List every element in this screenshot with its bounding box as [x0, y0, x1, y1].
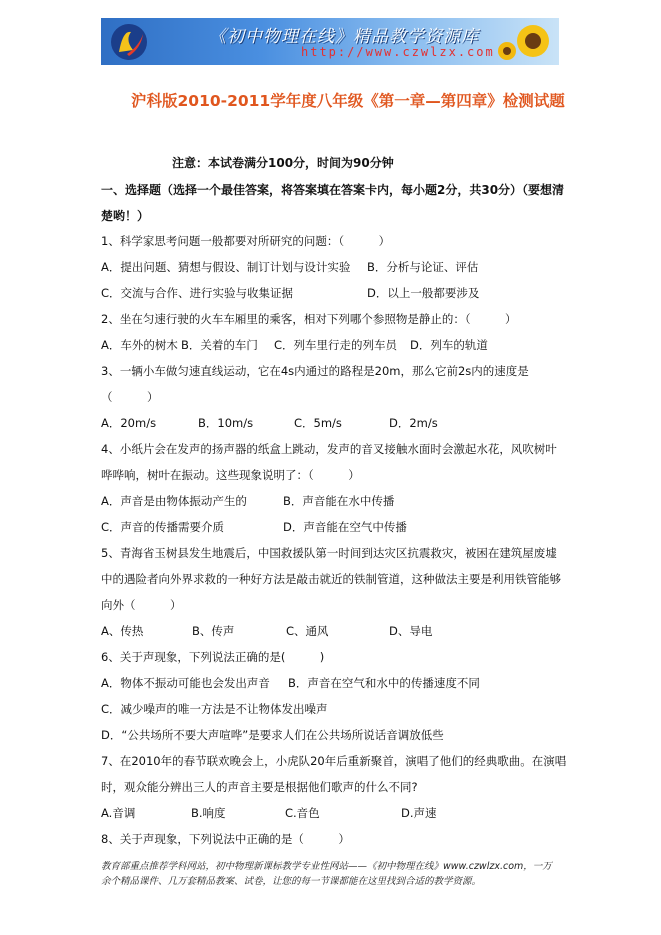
question-5-stem-line-2: 中的遇险者向外界求救的一种好方法是敲击就近的铁制管道，这种做法主要是利用铁管能够: [101, 572, 561, 586]
question-3-option-a: A．20m/s: [101, 416, 157, 430]
question-7-option-b: B.响度: [191, 806, 226, 820]
banner-title: 《初中物理在线》精品教学资源库: [209, 27, 479, 47]
question-6-option-a: A．物体不振动可能也会发出声音: [101, 676, 270, 690]
question-7-stem-line-2: 时，观众能分辨出三人的声音主要是根据他们歌声的什么不同?: [101, 780, 418, 794]
question-2-option-a: A．车外的树木: [101, 338, 178, 352]
question-2-stem: 2、坐在匀速行驶的火车车厢里的乘客，相对下列哪个参照物是静止的：（ ）: [101, 312, 517, 326]
question-5-stem-line-3: 向外（ ）: [101, 598, 182, 612]
question-4-option-a: A．声音是由物体振动产生的: [101, 494, 247, 508]
page-footer: 教育部重点推荐学科网站，初中物理新课标教学专业性网站——《初中物理在线》www.czwlzx.com，一万余个精品课件、几万套精品教案、试卷，让您的每一节课都能在这里找到合适的教学资源。: [101, 861, 552, 887]
sunflower-icon: [495, 21, 553, 63]
exam-note: 注意：本试卷满分100分，时间为90分钟: [172, 156, 394, 170]
banner-url[interactable]: http://www.czwlzx.com: [301, 45, 495, 59]
question-4-option-d: D．声音能在空气中传播: [283, 520, 407, 534]
question-7-option-c: C.音色: [285, 806, 320, 820]
question-5-option-c: C、通风: [286, 624, 329, 638]
question-3-option-c: C．5m/s: [294, 416, 342, 430]
site-logo: [109, 22, 149, 62]
question-6-option-b: B．声音在空气和水中的传播速度不同: [288, 676, 480, 690]
question-3-option-d: D．2m/s: [389, 416, 438, 430]
question-3-stem-line-2: （ ）: [101, 390, 159, 404]
question-1-option-c: C．交流与合作、进行实验与收集证据: [101, 286, 294, 300]
question-7-option-a: A.音调: [101, 806, 136, 820]
question-2-option-d: D．列车的轨道: [410, 338, 488, 352]
question-1-option-b: B．分析与论证、评估: [367, 260, 479, 274]
question-4-option-c: C．声音的传播需要介质: [101, 520, 225, 534]
question-1-option-d: D．以上一般都要涉及: [367, 286, 480, 300]
question-4-option-b: B．声音能在水中传播: [283, 494, 395, 508]
question-1-stem: 1、科学家思考问题一般都要对所研究的问题：（ ）: [101, 234, 391, 248]
question-6-option-d: D．“公共场所不要大声喧哗”是要求人们在公共场所说话音调放低些: [101, 728, 444, 742]
page-title: 沪科版2010-2011学年度八年级《第一章—第四章》检测试题: [131, 92, 565, 110]
question-5-option-d: D、导电: [389, 624, 433, 638]
header-banner: [101, 18, 559, 65]
question-3-option-b: B．10m/s: [198, 416, 254, 430]
question-5-option-b: B、传声: [192, 624, 235, 638]
question-1-option-a: A．提出问题、猜想与假设、制订计划与设计实验: [101, 260, 351, 274]
question-7-stem-line-1: 7、在2010年的春节联欢晚会上，小虎队20年后重新聚首，演唱了他们的经典歌曲。在演唱: [101, 754, 567, 768]
question-3-stem-line-1: 3、一辆小车做匀速直线运动，它在4s内通过的路程是20m，那么它前2s内的速度是: [101, 364, 529, 378]
section-heading-line-1: 一、选择题（选择一个最佳答案，将答案填在答案卡内，每小题2分，共30分）（要想清: [101, 183, 565, 197]
question-6-option-c: C．减少噪声的唯一方法是不让物体发出噪声: [101, 702, 328, 716]
question-4-stem-line-2: 哗哗响，树叶在振动。这些现象说明了：（ ）: [101, 468, 360, 482]
question-5-stem-line-1: 5、青海省玉树县发生地震后，中国救援队第一时间到达灾区抗震救灾，被困在建筑屋废墟: [101, 546, 557, 560]
question-8-stem: 8、关于声现象，下列说法中正确的是（ ）: [101, 832, 350, 846]
section-heading-line-2: 楚哟！）: [101, 209, 150, 223]
question-6-stem: 6、关于声现象，下列说法正确的是( ): [101, 650, 325, 664]
question-4-stem-line-1: 4、小纸片会在发声的扬声器的纸盒上跳动，发声的音叉接触水面时会激起水花，风吹树叶: [101, 442, 557, 456]
question-2-option-b: B．关着的车门: [181, 338, 258, 352]
question-5-option-a: A、传热: [101, 624, 144, 638]
question-2-option-c: C．列车里行走的列车员: [274, 338, 398, 352]
question-7-option-d: D.声速: [401, 806, 437, 820]
